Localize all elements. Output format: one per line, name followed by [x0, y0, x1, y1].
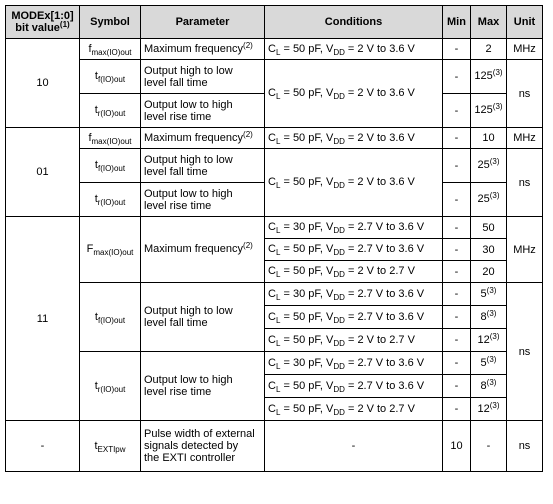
max-cell: 50 [471, 217, 507, 239]
min-cell: 10 [443, 421, 471, 472]
table-row [6, 421, 543, 472]
max-cell: 125$^{(3)}$ [471, 94, 507, 128]
min-cell: - [443, 239, 471, 261]
min-cell: - [443, 398, 471, 421]
max-cell: 30 [471, 239, 507, 261]
parameter-cell: Output high to low level fall time [141, 149, 265, 183]
conditions-cell: $C_L = 30$ pF, $V_{DD} = 2.7$ V to 3.6 V [265, 283, 443, 306]
unit-cell: ns [507, 283, 543, 421]
mode-cell: - [6, 421, 80, 472]
conditions-cell: $C_L = 50$ pF, $V_{DD} = 2.7$ V to 3.6 V [265, 239, 443, 261]
symbol-cell: $t_{EXTIpw}$ [80, 421, 141, 472]
min-cell: - [443, 261, 471, 283]
max-cell: 5$^{(3)}$ [471, 283, 507, 306]
table-row [6, 60, 543, 94]
header-max: Max [471, 6, 507, 39]
min-cell: - [443, 60, 471, 94]
table-row [6, 39, 543, 60]
parameter-cell: Maximum frequency$^{(2)}$ [141, 128, 265, 149]
min-cell: - [443, 39, 471, 60]
header-row [6, 6, 543, 39]
symbol-cell: $t_{f(IO)out}$ [80, 60, 141, 94]
unit-cell: ns [507, 149, 543, 217]
symbol-cell: $f_{max(IO)out}$ [80, 128, 141, 149]
io-ac-characteristics-table [5, 5, 543, 472]
conditions-cell: $C_L = 30$ pF, $V_{DD} = 2.7$ V to 3.6 V [265, 352, 443, 375]
conditions-cell: - [265, 421, 443, 472]
mode-cell: 10 [6, 39, 80, 128]
conditions-cell: $C_L = 50$ pF, $V_{DD} = 2$ V to 2.7 V [265, 398, 443, 421]
max-cell: 2 [471, 39, 507, 60]
min-cell: - [443, 352, 471, 375]
conditions-cell: $C_L = 50$ pF, $V_{DD} = 2$ V to 2.7 V [265, 329, 443, 352]
conditions-cell: $C_L = 50$ pF, $V_{DD} = 2$ V to 2.7 V [265, 261, 443, 283]
parameter-cell: Pulse width of external signals detected by the EXTI controller [141, 421, 265, 472]
header-min: Min [443, 6, 471, 39]
conditions-cell: $C_L = 50$ pF, $V_{DD} = 2$ V to 3.6 V [265, 39, 443, 60]
min-cell: - [443, 94, 471, 128]
conditions-cell: $C_L = 50$ pF, $V_{DD} = 2.7$ V to 3.6 V [265, 375, 443, 398]
symbol-cell: $f_{max(IO)out}$ [80, 39, 141, 60]
min-cell: - [443, 183, 471, 217]
mode-cell: 11 [6, 217, 80, 421]
table-row [6, 128, 543, 149]
unit-cell: MHz [507, 128, 543, 149]
min-cell: - [443, 329, 471, 352]
symbol-cell: $F_{max(IO)out}$ [80, 217, 141, 283]
header-unit: Unit [507, 6, 543, 39]
conditions-cell: $C_L = 50$ pF, $V_{DD} = 2$ V to 3.6 V [265, 128, 443, 149]
max-cell: 25$^{(3)}$ [471, 183, 507, 217]
header-parameter: Parameter [141, 6, 265, 39]
conditions-cell: $C_L = 30$ pF, $V_{DD} = 2.7$ V to 3.6 V [265, 217, 443, 239]
parameter-cell: Output high to low level fall time [141, 283, 265, 352]
min-cell: - [443, 217, 471, 239]
max-cell: 25$^{(3)}$ [471, 149, 507, 183]
mode-cell: 01 [6, 128, 80, 217]
min-cell: - [443, 128, 471, 149]
parameter-cell: Output low to high level rise time [141, 183, 265, 217]
header-mode: MODEx[1:0] bit value$^{(1)}$ [6, 6, 80, 39]
unit-cell: MHz [507, 39, 543, 60]
max-cell: 125$^{(3)}$ [471, 60, 507, 94]
max-cell: 20 [471, 261, 507, 283]
table-row [6, 217, 543, 239]
min-cell: - [443, 306, 471, 329]
max-cell: 8$^{(3)}$ [471, 375, 507, 398]
max-cell: 12$^{(3)}$ [471, 398, 507, 421]
header-symbol: Symbol [80, 6, 141, 39]
symbol-cell: $t_{r(IO)out}$ [80, 183, 141, 217]
symbol-cell: $t_{r(IO)out}$ [80, 94, 141, 128]
symbol-cell: $t_{f(IO)out}$ [80, 283, 141, 352]
max-cell: 12$^{(3)}$ [471, 329, 507, 352]
min-cell: - [443, 283, 471, 306]
unit-cell: ns [507, 421, 543, 472]
symbol-cell: $t_{f(IO)out}$ [80, 149, 141, 183]
unit-cell: MHz [507, 217, 543, 283]
max-cell: 10 [471, 128, 507, 149]
symbol-cell: $t_{r(IO)out}$ [80, 352, 141, 421]
conditions-cell: $C_L = 50$ pF, $V_{DD} = 2$ V to 3.6 V [265, 149, 443, 217]
table-row [6, 283, 543, 306]
parameter-cell: Maximum frequency$^{(2)}$ [141, 39, 265, 60]
parameter-cell: Output low to high level rise time [141, 94, 265, 128]
max-cell: 5$^{(3)}$ [471, 352, 507, 375]
min-cell: - [443, 149, 471, 183]
header-conditions: Conditions [265, 6, 443, 39]
conditions-cell: $C_L = 50$ pF, $V_{DD} = 2$ V to 3.6 V [265, 60, 443, 128]
parameter-cell: Output high to low level fall time [141, 60, 265, 94]
max-cell: - [471, 421, 507, 472]
conditions-cell: $C_L = 50$ pF, $V_{DD} = 2.7$ V to 3.6 V [265, 306, 443, 329]
parameter-cell: Output low to high level rise time [141, 352, 265, 421]
min-cell: - [443, 375, 471, 398]
table-row [6, 352, 543, 375]
max-cell: 8$^{(3)}$ [471, 306, 507, 329]
table-row [6, 149, 543, 183]
parameter-cell: Maximum frequency$^{(2)}$ [141, 217, 265, 283]
unit-cell: ns [507, 60, 543, 128]
